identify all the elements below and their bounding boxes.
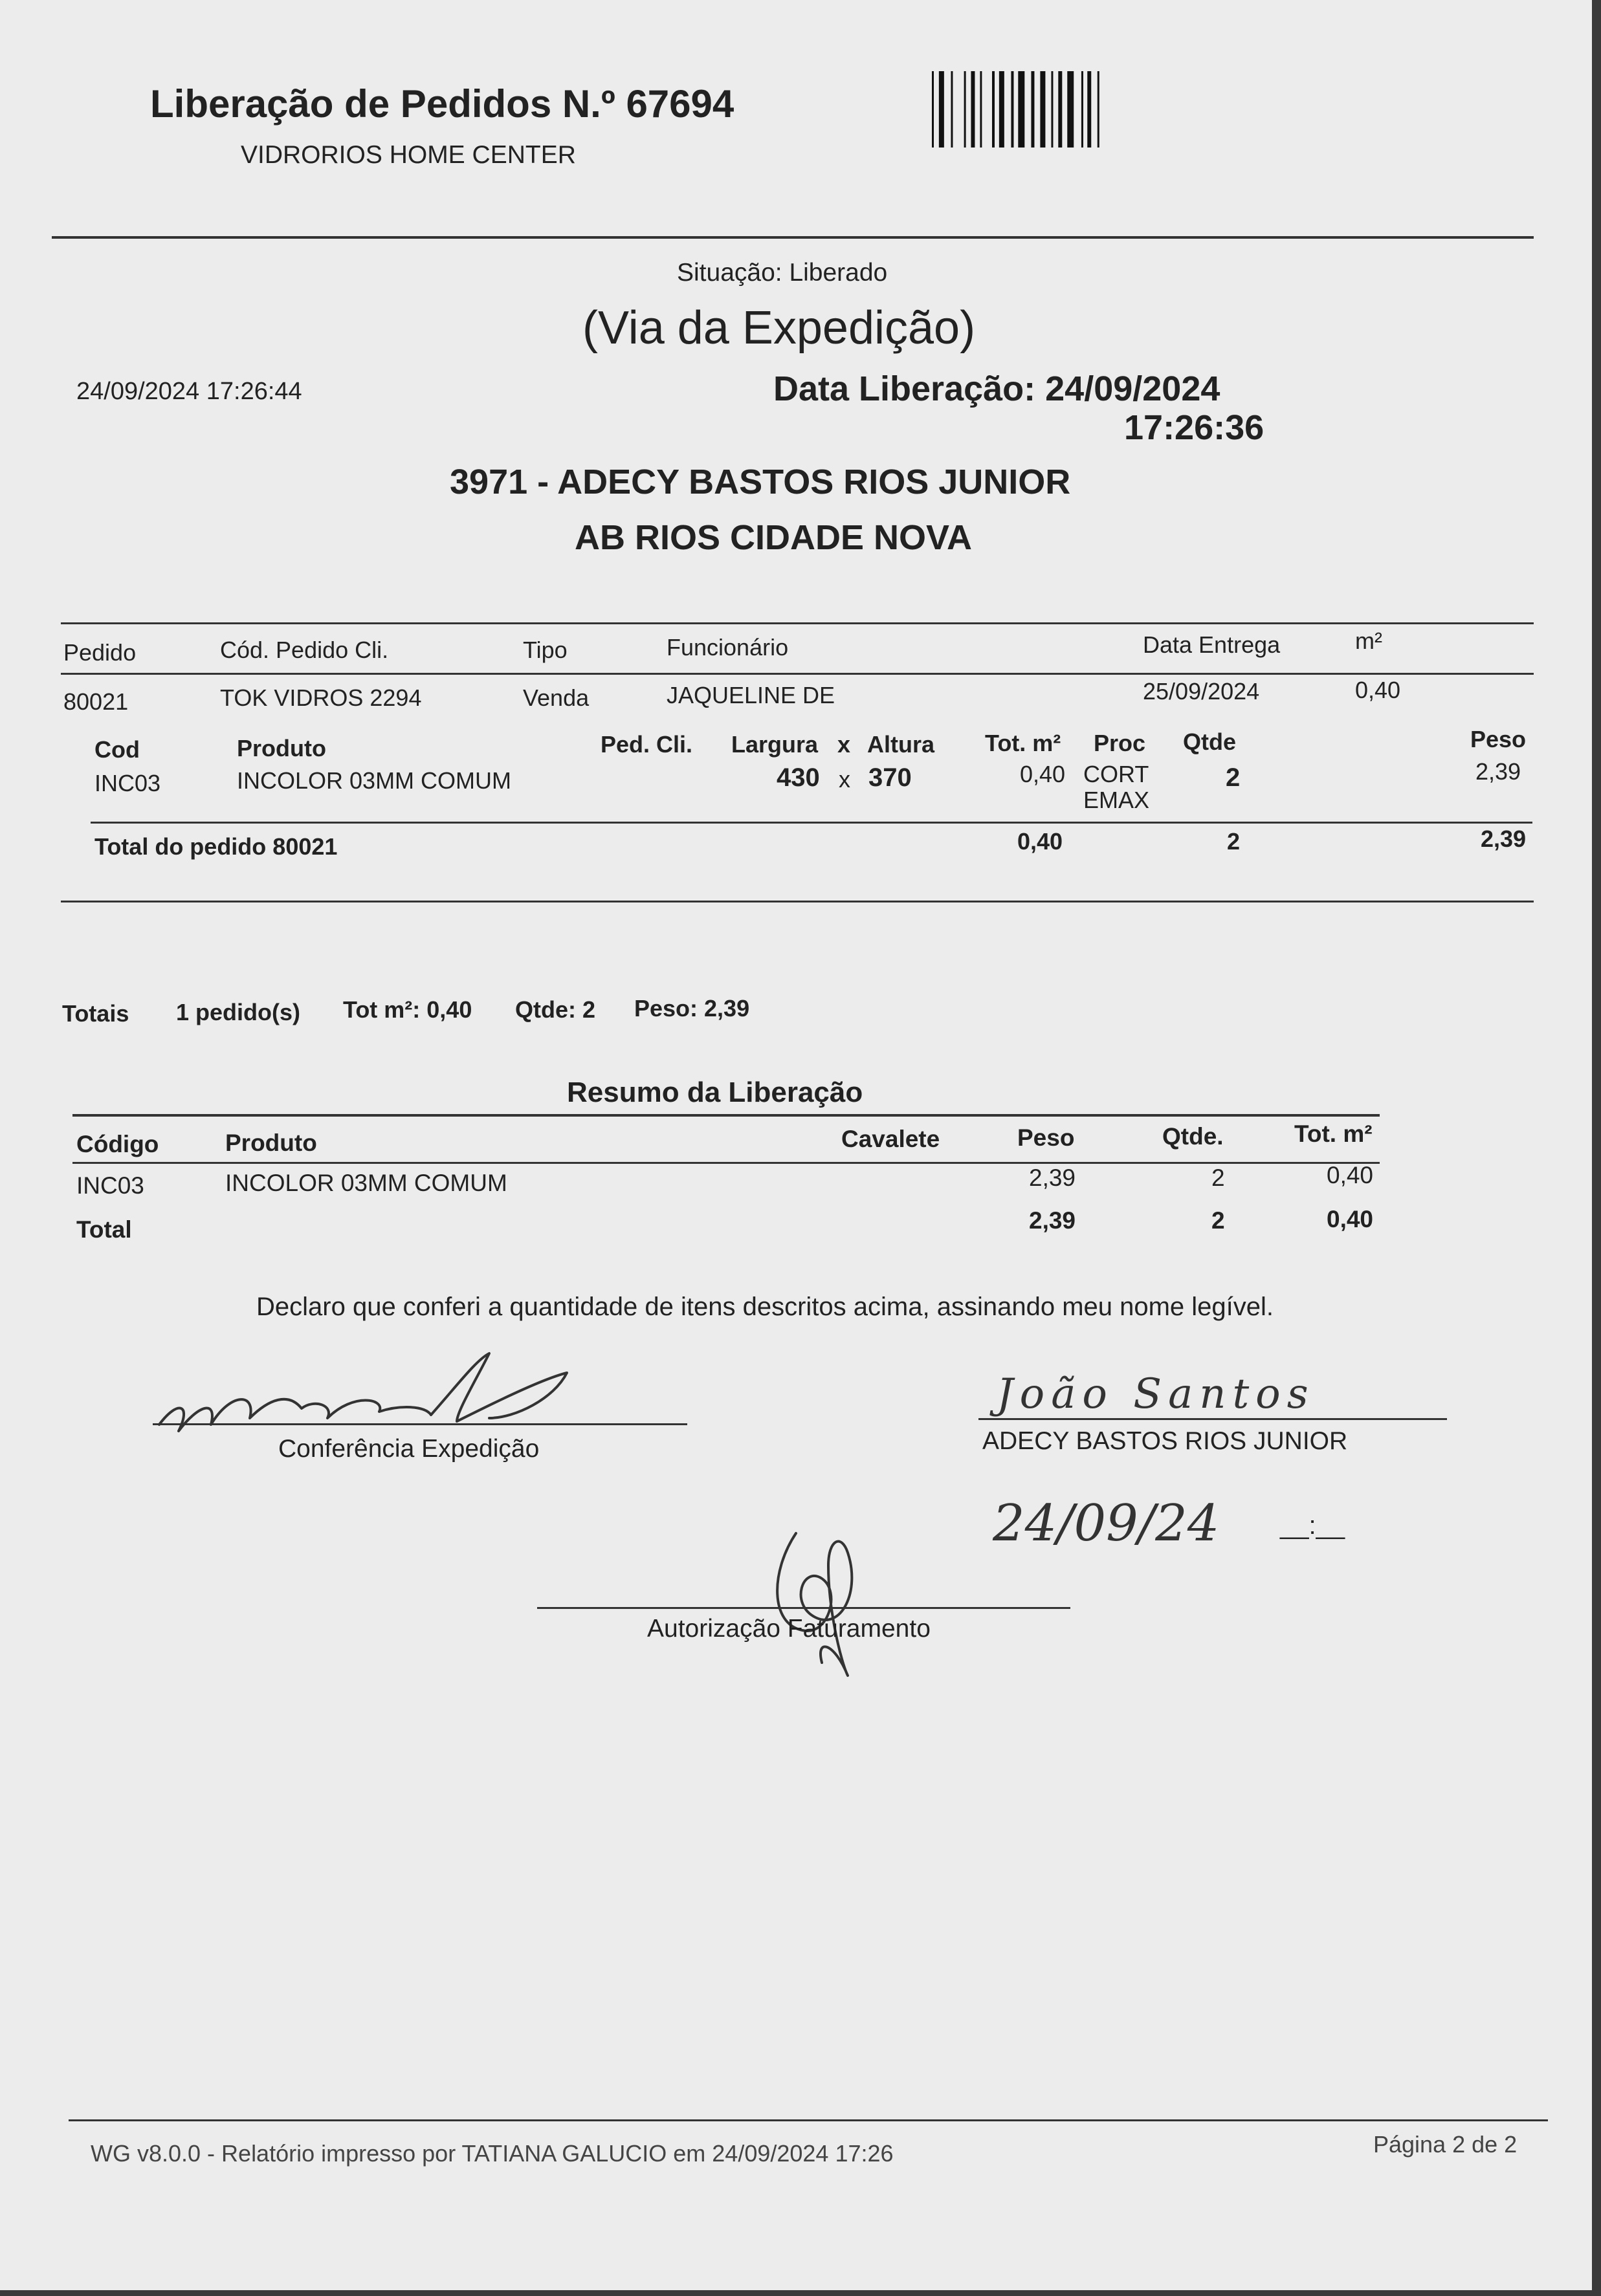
- summary-title: Resumo da Liberação: [567, 1077, 863, 1108]
- barcode-bar: [1087, 71, 1091, 148]
- client-signature-label: ADECY BASTOS RIOS JUNIOR: [982, 1427, 1348, 1455]
- item-col-largura: Largura: [731, 731, 819, 758]
- item-col-proc: Proc: [1094, 730, 1146, 756]
- summary-col-cavalete: Cavalete: [841, 1126, 940, 1152]
- order-tipo: Venda: [523, 684, 590, 711]
- document-title: Liberação de Pedidos N.º 67694: [150, 82, 734, 126]
- summary-row-codigo: INC03: [76, 1172, 144, 1199]
- item-col-produto: Produto: [237, 735, 326, 761]
- item-altura: 370: [868, 763, 912, 792]
- autorizacao-label: Autorização Faturamento: [647, 1615, 931, 1643]
- summary-col-codigo: Código: [76, 1131, 159, 1157]
- status-text: Situação: Liberado: [677, 259, 888, 287]
- items-total-divider: [91, 822, 1532, 824]
- order-total-m2: 0,40: [1017, 828, 1063, 855]
- summary-top-line: [72, 1114, 1380, 1117]
- order-table-top: [61, 622, 1534, 624]
- summary-total-qtde: 2: [1211, 1207, 1225, 1234]
- summary-total-tot-m2: 0,40: [1327, 1206, 1374, 1232]
- handwritten-date: 24/09/24: [993, 1494, 1220, 1553]
- item-cod: INC03: [94, 770, 161, 796]
- barcode-bar: [980, 71, 982, 148]
- totals-pedidos: 1 pedido(s): [176, 999, 301, 1025]
- barcode-bar: [1018, 71, 1024, 148]
- barcode-bar: [932, 71, 934, 148]
- col-m2: m²: [1355, 628, 1382, 654]
- item-tot-m2: 0,40: [1020, 761, 1066, 787]
- barcode-bar: [971, 71, 975, 148]
- item-col-ped-cli: Ped. Cli.: [601, 731, 693, 758]
- item-produto: INCOLOR 03MM COMUM: [237, 767, 512, 794]
- item-col-altura: Altura: [867, 731, 935, 758]
- col-funcionario: Funcionário: [667, 634, 789, 661]
- col-tipo: Tipo: [523, 637, 568, 663]
- barcode-bar: [992, 71, 995, 148]
- order-data-entrega: 25/09/2024: [1143, 678, 1260, 705]
- printed-datetime: 24/09/2024 17:26:44: [76, 378, 302, 405]
- item-proc-2: EMAX: [1083, 787, 1150, 813]
- summary-col-peso: Peso: [1017, 1124, 1075, 1151]
- barcode-bar: [951, 71, 953, 148]
- order-table-header-divider: [61, 673, 1534, 675]
- copy-label: (Via da Expedição): [582, 302, 976, 354]
- totals-label: Totais: [62, 1000, 129, 1027]
- totals-peso: Peso: 2,39: [634, 995, 750, 1022]
- declaration-text: Declaro que conferi a quantidade de itens descritos acima, assinando meu nome legível.: [256, 1293, 1274, 1321]
- summary-row-peso: 2,39: [1029, 1164, 1076, 1191]
- order-m2: 0,40: [1355, 677, 1401, 703]
- client-signature-line: [978, 1418, 1447, 1420]
- summary-header-line: [72, 1162, 1380, 1164]
- barcode-bar: [1031, 71, 1034, 148]
- summary-total-peso: 2,39: [1029, 1207, 1076, 1234]
- barcode-bar: [1081, 71, 1083, 148]
- barcode-bar: [1098, 71, 1099, 148]
- order-funcionario: JAQUELINE DE: [667, 682, 835, 708]
- col-cod-pedido-cli: Cód. Pedido Cli.: [220, 637, 389, 663]
- item-peso: 2,39: [1475, 758, 1521, 785]
- summary-row-tot-m2: 0,40: [1327, 1162, 1374, 1188]
- footer-page: Página 2 de 2: [1373, 2131, 1518, 2158]
- barcode: [932, 71, 1197, 148]
- item-qtde: 2: [1226, 763, 1241, 792]
- summary-row-qtde: 2: [1211, 1164, 1225, 1191]
- footer-divider: [69, 2119, 1548, 2121]
- col-pedido: Pedido: [63, 639, 137, 666]
- order-cod-pedido-cli: TOK VIDROS 2294: [220, 684, 422, 711]
- client-name: 3971 - ADECY BASTOS RIOS JUNIOR: [450, 463, 1071, 501]
- order-pedido: 80021: [63, 688, 129, 715]
- barcode-bar: [1011, 71, 1013, 148]
- barcode-bar: [1058, 71, 1062, 148]
- item-largura: 430: [777, 763, 820, 792]
- item-col-tot-m2: Tot. m²: [985, 730, 1061, 756]
- client-store: AB RIOS CIDADE NOVA: [575, 518, 973, 557]
- barcode-bar: [1067, 71, 1074, 148]
- time-blank: __:__: [1280, 1511, 1345, 1540]
- barcode-bar: [1051, 71, 1053, 148]
- autorizacao-signature: [751, 1514, 893, 1682]
- item-col-x: x: [837, 731, 851, 758]
- item-col-peso: Peso: [1470, 726, 1527, 752]
- totals-tot-m2: Tot m²: 0,40: [343, 996, 472, 1023]
- barcode-bar: [939, 71, 944, 148]
- item-proc-1: CORT: [1083, 761, 1149, 787]
- barcode-bar: [999, 71, 1004, 148]
- totals-qtde: Qtde: 2: [515, 996, 596, 1023]
- client-handwritten-name: João Santos: [997, 1370, 1315, 1418]
- company-name: VIDRORIOS HOME CENTER: [241, 141, 576, 169]
- header-divider: [52, 236, 1534, 239]
- footer-printed-by: WG v8.0.0 - Relatório impresso por TATIANA GALUCIO em 24/09/2024 17:26: [91, 2140, 894, 2167]
- release-time: 17:26:36: [1124, 408, 1264, 447]
- item-x: x: [839, 766, 850, 793]
- summary-row-produto: INCOLOR 03MM COMUM: [225, 1170, 507, 1196]
- barcode-bar: [1040, 71, 1045, 148]
- summary-col-tot-m2: Tot. m²: [1294, 1121, 1373, 1147]
- item-col-cod: Cod: [94, 736, 140, 763]
- release-date: Data Liberação: 24/09/2024: [773, 369, 1220, 408]
- item-col-qtde: Qtde: [1183, 728, 1237, 755]
- order-section-end: [61, 901, 1534, 902]
- order-total-peso: 2,39: [1481, 825, 1527, 852]
- summary-col-produto: Produto: [225, 1130, 317, 1156]
- barcode-bar: [964, 71, 966, 148]
- order-total-qtde: 2: [1227, 828, 1241, 855]
- order-total-label: Total do pedido 80021: [94, 833, 338, 860]
- conferencia-label: Conferência Expedição: [278, 1435, 540, 1463]
- summary-total-label: Total: [76, 1216, 132, 1243]
- summary-col-qtde: Qtde.: [1162, 1123, 1224, 1150]
- col-data-entrega: Data Entrega: [1143, 631, 1281, 658]
